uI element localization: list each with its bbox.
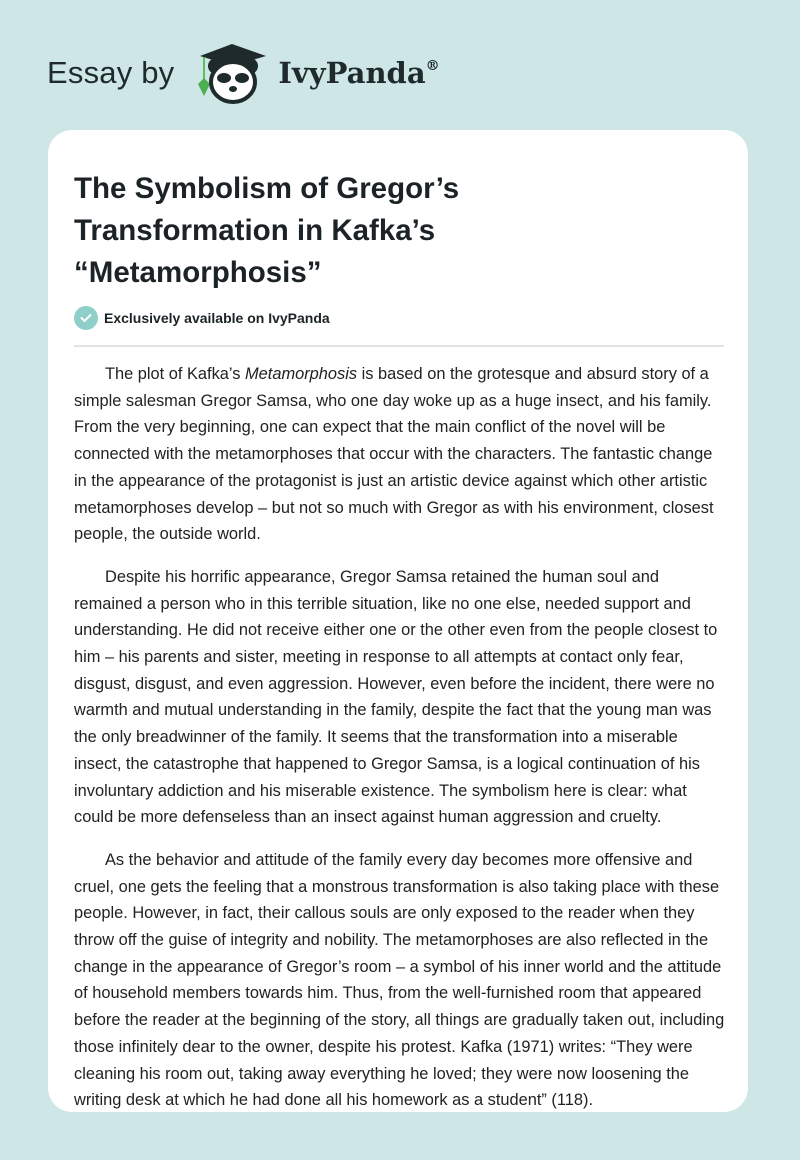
paragraph-2: Despite his horrific appearance, Gregor Samsa retained the human soul and remained a person who in this terrible situation, like no one else, needed support and understanding. He did not receive either one or the other even from the people closest to him – his parents and sister, meeting in response to all attempts at contact only fear, disgust, disgust, and even aggression. However, even before the incident, there were no warmth and mutual understanding in the family, despite the fact that the young man was the only breadwinner of the family. It seems that the transformation into a miserable insect, the catastrophe that happened to Gregor Samsa, is a logical continuation of his involuntary addiction and his miserable existence. The symbolism here is clear: what could be more defenseless than an insect against human aggression and cruelty. [74,567,718,827]
paragraph-1 [74,361,726,548]
check-icon [74,306,98,330]
paragraph-3: As the behavior and attitude of the family every day becomes more offensive and cruel, one gets the feeling that a monstrous transformation is also taking place with these people. However, in fact, their callous souls are only exposed to the reader when they throw off the guise of integrity and nobility. The metamorphoses are also reflected in the change in the appearance of Gregor’s room – a symbol of his inner world and the attitude of household members towards him. Thus, from the well-furnished room that appeared before the reader at the beginning of the story, all things are gradually taken out, including those infinitely dear to the owner, despite his protest. Kafka (1971) writes: “They were cleaning his room out, taking away everything he loved; they were now loosening the writing desk at which he had done all his homework as a student” (118). [74,850,725,1110]
book-title: Metamorphosis [245,365,358,383]
essay-card [48,130,748,1112]
brand-name [278,56,439,90]
panda-logo-icon [192,40,272,106]
essay-body [74,361,726,1130]
site-header [47,40,440,106]
brand-text: IvyPanda [278,56,426,90]
exclusive-badge [74,306,330,330]
divider [74,345,724,347]
paragraph-text: is based on the grotesque and absurd story of a simple salesman Gregor Samsa, who one day woke up as a huge insect, and his family. From the very beginning, one can expect that the main conflict of the novel will be connected with the metamorphoses that occur with the characters. The fantastic change in the appearance of the protagonist is just an artistic device against which other artistic metamorphoses develop – but not so much with Gregor as with his environment, closest people, the outside world. [74,365,714,544]
paragraph-text: The plot of Kafka’s [105,365,246,383]
essay-by-label: Essay by [47,55,175,90]
exclusive-label: Exclusively available on IvyPanda [104,310,330,326]
registered-mark: ® [425,58,440,74]
essay-title: The Symbolism of Gregor’s Transformation in Kafka’s “Metamorphosis” [74,172,460,289]
